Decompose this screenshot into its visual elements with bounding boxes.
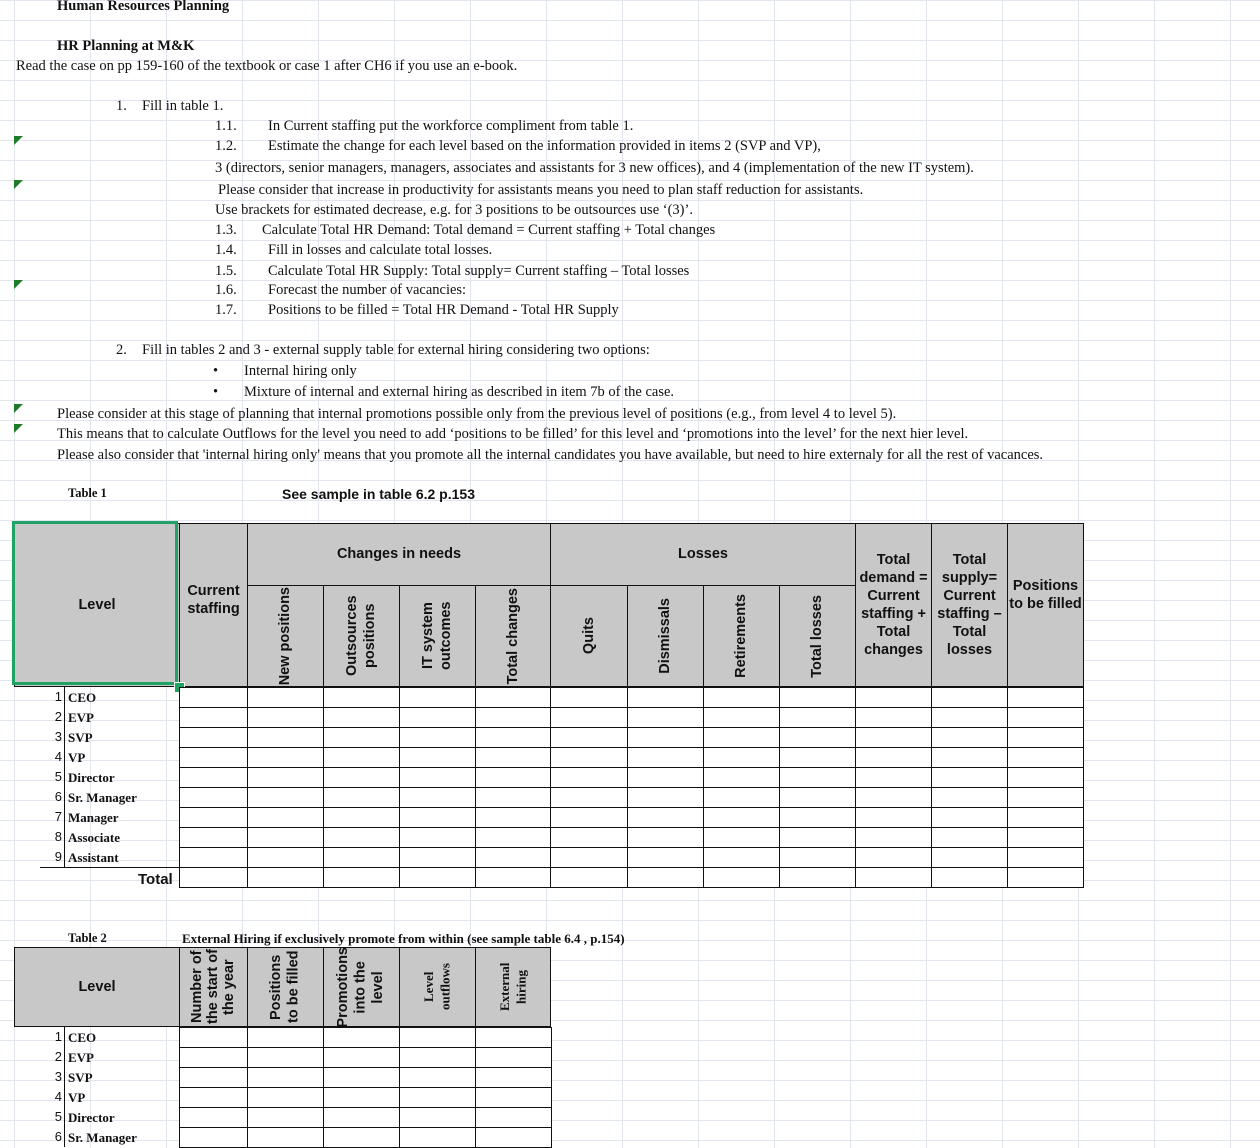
table1-data-cell[interactable] <box>627 747 704 768</box>
table1-data-cell[interactable] <box>703 747 780 768</box>
table1-data-cell[interactable] <box>399 827 476 848</box>
losses-group-header: Losses <box>550 523 856 586</box>
table1-data-cell[interactable] <box>179 847 248 868</box>
table1-data-cell[interactable] <box>855 787 932 808</box>
table1-total-cell[interactable] <box>247 867 324 888</box>
cell-border <box>64 827 65 847</box>
table1-data-cell[interactable] <box>627 787 704 808</box>
table1-data-cell[interactable] <box>475 767 551 788</box>
table2-data-cell[interactable] <box>399 1067 476 1088</box>
table1-data-cell[interactable] <box>931 747 1008 768</box>
table1-data-cell[interactable] <box>399 727 476 748</box>
table2-data-cell[interactable] <box>323 1127 400 1148</box>
table1-data-cell[interactable] <box>399 747 476 768</box>
table1-data-cell[interactable] <box>855 747 932 768</box>
row-number: 8 <box>54 829 62 844</box>
table1-label: Table 1 <box>68 486 107 500</box>
table1-data-cell[interactable] <box>247 787 324 808</box>
t2-promotions-header: Promotions into the level <box>323 947 400 1027</box>
table1-data-cell[interactable] <box>247 747 324 768</box>
table1-data-cell[interactable] <box>779 827 856 848</box>
table2-data-cell[interactable] <box>323 1087 400 1108</box>
table1-sample-note: See sample in table 6.2 p.153 <box>282 486 475 502</box>
cell-border <box>64 1027 65 1047</box>
table1-data-cell[interactable] <box>779 847 856 868</box>
note-text: Please also consider that 'internal hiring only' means that you promote all the internal candidates you have available, but need to hire externaly for all the rest of vacances. <box>57 447 1044 463</box>
table1-data-cell[interactable] <box>1007 707 1084 728</box>
table1-data-cell[interactable] <box>779 787 856 808</box>
intro-text: Read the case on pp 159-160 of the textbook or case 1 after CH6 if you use an e-book. <box>16 58 518 74</box>
positions-filled-header: Positions to be filled <box>1007 523 1084 687</box>
bullet-icon: • <box>213 384 219 400</box>
table1-data-cell[interactable] <box>323 747 400 768</box>
table1-data-cell[interactable] <box>1007 787 1084 808</box>
sub-num: 1.6. <box>215 282 237 298</box>
table2-data-cell[interactable] <box>179 1087 248 1108</box>
total-demand-header: Total demand = Current staffing + Total changes <box>855 523 932 687</box>
table1-data-cell[interactable] <box>627 687 704 708</box>
table1-data-cell[interactable] <box>323 707 400 728</box>
row-level-label: Manager <box>68 810 119 825</box>
table1-data-cell[interactable] <box>247 687 324 708</box>
sub-num: 1.5. <box>215 263 237 279</box>
table1-data-cell[interactable] <box>703 807 780 828</box>
table1-data-cell[interactable] <box>779 807 856 828</box>
table2-data-cell[interactable] <box>399 1107 476 1128</box>
row-level-label: VP <box>68 1090 86 1105</box>
cell-border <box>64 687 65 707</box>
row-number: 6 <box>54 1129 62 1144</box>
bullet-icon: • <box>213 363 219 379</box>
table1-data-cell[interactable] <box>855 807 932 828</box>
table2-data-cell[interactable] <box>399 1027 476 1048</box>
table1-data-cell[interactable] <box>931 847 1008 868</box>
table1-total-cell[interactable] <box>855 867 932 888</box>
row-level-label: Assistant <box>68 850 119 865</box>
table2-data-cell[interactable] <box>399 1087 476 1108</box>
item2-text: Fill in tables 2 and 3 - external supply table for external hiring considering two options: <box>142 342 650 358</box>
total-changes-header: Total changes <box>475 585 551 687</box>
table1-data-cell[interactable] <box>550 747 628 768</box>
table1-data-cell[interactable] <box>323 727 400 748</box>
table1-data-cell[interactable] <box>550 767 628 788</box>
row-level-label: CEO <box>68 1030 97 1045</box>
table1-data-cell[interactable] <box>475 807 551 828</box>
table1-data-cell[interactable] <box>931 787 1008 808</box>
table1-data-cell[interactable] <box>855 847 932 868</box>
table1-data-cell[interactable] <box>703 847 780 868</box>
table1-data-cell[interactable] <box>247 827 324 848</box>
sub-num: 1.4. <box>215 242 237 258</box>
table1-data-cell[interactable] <box>779 707 856 728</box>
table2-data-cell[interactable] <box>475 1127 552 1148</box>
it-outcomes-header: IT system outcomes <box>399 585 476 687</box>
total-losses-header: Total losses <box>779 585 856 687</box>
comment-marker-icon[interactable] <box>14 136 23 145</box>
table1-data-cell[interactable] <box>323 847 400 868</box>
table1-data-cell[interactable] <box>247 847 324 868</box>
table2-data-cell[interactable] <box>475 1027 552 1048</box>
table1-data-cell[interactable] <box>703 827 780 848</box>
row-level-label: VP <box>68 750 86 765</box>
table1-data-cell[interactable] <box>627 847 704 868</box>
row-number: 4 <box>54 749 62 764</box>
table1-total-cell[interactable] <box>475 867 551 888</box>
table1-data-cell[interactable] <box>1007 767 1084 788</box>
table1-data-cell[interactable] <box>1007 807 1084 828</box>
bullet-text: Mixture of internal and external hiring as described in item 7b of the case. <box>244 384 675 400</box>
row-number: 2 <box>54 709 62 724</box>
table1-data-cell[interactable] <box>550 827 628 848</box>
table2-data-cell[interactable] <box>323 1067 400 1088</box>
item1-num: 1. <box>116 98 127 114</box>
table1-data-cell[interactable] <box>779 767 856 788</box>
retirements-header: Retirements <box>703 585 780 687</box>
cell-border <box>64 847 65 867</box>
table1-data-cell[interactable] <box>931 687 1008 708</box>
table1-data-cell[interactable] <box>703 707 780 728</box>
table1-data-cell[interactable] <box>399 807 476 828</box>
dismissals-header: Dismissals <box>627 585 704 687</box>
table1-data-cell[interactable] <box>323 687 400 708</box>
cell-border <box>64 1107 65 1127</box>
comment-marker-icon[interactable] <box>14 404 23 413</box>
cell-border <box>64 707 65 727</box>
row-level-label: Sr. Manager <box>68 790 137 805</box>
cell-border <box>64 807 65 827</box>
table1-total-cell[interactable] <box>323 867 400 888</box>
table1-data-cell[interactable] <box>475 707 551 728</box>
sub-num: 1.1. <box>215 118 237 134</box>
row-number: 5 <box>54 769 62 784</box>
item2-num: 2. <box>116 342 127 358</box>
table1-data-cell[interactable] <box>855 687 932 708</box>
table1-data-cell[interactable] <box>627 727 704 748</box>
table1-data-cell[interactable] <box>399 767 476 788</box>
table1-total-cell[interactable] <box>179 867 248 888</box>
table2-data-cell[interactable] <box>179 1027 248 1048</box>
table2-data-cell[interactable] <box>475 1107 552 1128</box>
table2-data-cell[interactable] <box>399 1047 476 1068</box>
sub-num: 1.3. <box>215 222 237 238</box>
table1-data-cell[interactable] <box>179 787 248 808</box>
table2-caption: External Hiring if exclusively promote from within (see sample table 6.4 , p.154) <box>182 931 625 946</box>
table1-data-cell[interactable] <box>1007 727 1084 748</box>
quits-header: Quits <box>550 585 628 687</box>
t2-level-header: Level <box>14 947 180 1027</box>
table1-data-cell[interactable] <box>550 807 628 828</box>
table1-data-cell[interactable] <box>323 827 400 848</box>
comment-marker-icon[interactable] <box>14 180 23 189</box>
sub-text: Calculate Total HR Demand: Total demand = Current staffing + Total changes <box>262 222 716 238</box>
continuation-text: Please consider that increase in productivity for assistants means you need to plan staff reduction for assistants. <box>218 182 864 198</box>
row-level-label: Director <box>68 1110 115 1125</box>
table1-data-cell[interactable] <box>179 807 248 828</box>
table1-data-cell[interactable] <box>627 767 704 788</box>
comment-marker-icon[interactable] <box>14 280 23 289</box>
table1-data-cell[interactable] <box>855 827 932 848</box>
continuation-text: Use brackets for estimated decrease, e.g. for 3 positions to be outsources use ‘(3)’. <box>215 202 693 218</box>
cell-border <box>40 867 180 868</box>
table1-data-cell[interactable] <box>399 787 476 808</box>
continuation-text: 3 (directors, senior managers, managers, associates and assistants for 3 new offices), and 4 (implementation of the new IT system). <box>215 160 974 176</box>
sub-text: Calculate Total HR Supply: Total supply= Current staffing – Total losses <box>268 263 690 279</box>
table2-data-cell[interactable] <box>247 1067 324 1088</box>
table2-label: Table 2 <box>68 931 107 945</box>
table1-total-cell[interactable] <box>627 867 704 888</box>
table2-data-cell[interactable] <box>247 1027 324 1048</box>
table1-data-cell[interactable] <box>247 767 324 788</box>
table1-data-cell[interactable] <box>323 807 400 828</box>
sub-text: In Current staffing put the workforce compliment from table 1. <box>268 118 634 134</box>
table1-data-cell[interactable] <box>931 827 1008 848</box>
table1-data-cell[interactable] <box>179 747 248 768</box>
new-positions-header: New positions <box>247 585 324 687</box>
table1-total-cell[interactable] <box>550 867 628 888</box>
table1-data-cell[interactable] <box>703 787 780 808</box>
table1-data-cell[interactable] <box>703 687 780 708</box>
table1-data-cell[interactable] <box>855 707 932 728</box>
row-number: 3 <box>54 729 62 744</box>
table1-data-cell[interactable] <box>627 807 704 828</box>
row-number: 6 <box>54 789 62 804</box>
cell-border <box>64 787 65 807</box>
table1-data-cell[interactable] <box>399 847 476 868</box>
table2-data-cell[interactable] <box>247 1047 324 1068</box>
table1-data-cell[interactable] <box>627 827 704 848</box>
cell-border <box>64 1087 65 1107</box>
table2-data-cell[interactable] <box>247 1087 324 1108</box>
table1-data-cell[interactable] <box>1007 747 1084 768</box>
sub-text: Fill in losses and calculate total losses. <box>268 242 493 258</box>
note-text: This means that to calculate Outflows for the level you need to add ‘positions to be filled’ for this level and ‘promotions into the level’ for the next hier level. <box>57 426 969 442</box>
table1-data-cell[interactable] <box>855 767 932 788</box>
sub-num: 1.2. <box>215 138 237 154</box>
table1-total-label: Total <box>138 871 173 888</box>
table1-data-cell[interactable] <box>627 707 704 728</box>
table1-data-cell[interactable] <box>779 747 856 768</box>
cell-border <box>64 1047 65 1067</box>
table1-data-cell[interactable] <box>475 727 551 748</box>
table1-data-cell[interactable] <box>931 707 1008 728</box>
table1-data-cell[interactable] <box>1007 687 1084 708</box>
page-title: Human Resources Planning <box>57 0 230 14</box>
t2-positions-filled-header: Positions to be filled <box>247 947 324 1027</box>
total-supply-header: Total supply= Current staffing – Total losses <box>931 523 1008 687</box>
item1-text: Fill in table 1. <box>142 98 224 114</box>
table2-data-cell[interactable] <box>179 1107 248 1128</box>
table1-data-cell[interactable] <box>475 847 551 868</box>
table1-data-cell[interactable] <box>475 787 551 808</box>
table2-data-cell[interactable] <box>179 1067 248 1088</box>
table1-data-cell[interactable] <box>179 827 248 848</box>
table1-total-cell[interactable] <box>703 867 780 888</box>
row-level-label: Sr. Manager <box>68 1130 137 1145</box>
table2-data-cell[interactable] <box>179 1127 248 1148</box>
table1-data-cell[interactable] <box>703 727 780 748</box>
row-number: 2 <box>54 1049 62 1064</box>
sub-text: Positions to be filled = Total HR Demand - Total HR Supply <box>268 302 619 318</box>
table1-data-cell[interactable] <box>550 707 628 728</box>
table1-data-cell[interactable] <box>550 847 628 868</box>
cell-border <box>64 767 65 787</box>
outsources-positions-header: Outsources positions <box>323 585 400 687</box>
table2-data-cell[interactable] <box>475 1087 552 1108</box>
t2-external-hiring-header: External hiring <box>475 947 551 1027</box>
table1-data-cell[interactable] <box>247 807 324 828</box>
table1-data-cell[interactable] <box>475 747 551 768</box>
table1-total-cell[interactable] <box>779 867 856 888</box>
changes-group-header: Changes in needs <box>247 523 551 586</box>
table2-data-cell[interactable] <box>247 1127 324 1148</box>
table1-data-cell[interactable] <box>475 827 551 848</box>
table2-data-cell[interactable] <box>247 1107 324 1128</box>
table2-data-cell[interactable] <box>475 1067 552 1088</box>
table1-data-cell[interactable] <box>399 707 476 728</box>
table1-data-cell[interactable] <box>779 687 856 708</box>
table1-data-cell[interactable] <box>1007 847 1084 868</box>
row-number: 1 <box>54 689 62 704</box>
table1-data-cell[interactable] <box>779 727 856 748</box>
table1-data-cell[interactable] <box>247 727 324 748</box>
table1-total-cell[interactable] <box>931 867 1008 888</box>
table2-data-cell[interactable] <box>323 1047 400 1068</box>
cell-border <box>64 747 65 767</box>
table2-data-cell[interactable] <box>475 1047 552 1068</box>
table1-data-cell[interactable] <box>931 727 1008 748</box>
note-text: Please consider at this stage of planning that internal promotions possible only from the previous level of positions (e.g., from level 4 to level 5). <box>57 406 897 422</box>
table2-data-cell[interactable] <box>323 1107 400 1128</box>
table1-data-cell[interactable] <box>550 787 628 808</box>
row-level-label: EVP <box>68 1050 94 1065</box>
row-level-label: Associate <box>68 830 120 845</box>
cell-border <box>64 1067 65 1087</box>
table1-data-cell[interactable] <box>323 787 400 808</box>
page-subtitle: HR Planning at M&K <box>57 38 195 54</box>
table1-data-cell[interactable] <box>179 687 248 708</box>
table1-data-cell[interactable] <box>179 767 248 788</box>
table1-data-cell[interactable] <box>931 767 1008 788</box>
comment-marker-icon[interactable] <box>14 424 23 433</box>
row-number: 1 <box>54 1029 62 1044</box>
table1-data-cell[interactable] <box>247 707 324 728</box>
row-number: 3 <box>54 1069 62 1084</box>
cell-border <box>64 1127 65 1147</box>
table1-data-cell[interactable] <box>703 767 780 788</box>
table1-data-cell[interactable] <box>855 727 932 748</box>
table1-data-cell[interactable] <box>179 727 248 748</box>
table2-data-cell[interactable] <box>323 1027 400 1048</box>
sub-text: Estimate the change for each level based on the information provided in items 2 (SVP and VP), <box>268 138 821 154</box>
cell-selection[interactable] <box>12 521 178 685</box>
table1-data-cell[interactable] <box>550 687 628 708</box>
row-level-label: SVP <box>68 1070 93 1085</box>
table1-data-cell[interactable] <box>475 687 551 708</box>
sub-num: 1.7. <box>215 302 237 318</box>
row-number: 9 <box>54 849 62 864</box>
current-staffing-header: Current staffing <box>179 523 248 687</box>
cell-border <box>64 727 65 747</box>
sub-text: Forecast the number of vacancies: <box>268 282 467 298</box>
table1-data-cell[interactable] <box>931 807 1008 828</box>
row-level-label: Director <box>68 770 115 785</box>
row-number: 5 <box>54 1109 62 1124</box>
row-number: 7 <box>54 809 62 824</box>
table1-data-cell[interactable] <box>399 687 476 708</box>
table2-data-cell[interactable] <box>179 1047 248 1068</box>
bullet-text: Internal hiring only <box>244 363 357 379</box>
table1-total-cell[interactable] <box>399 867 476 888</box>
level-header: Level <box>14 523 180 687</box>
t2-number-start-header: Number of the start of the year <box>179 947 248 1027</box>
table1-data-cell[interactable] <box>323 767 400 788</box>
row-number: 4 <box>54 1089 62 1104</box>
t2-level-outflows-header: Level outflows <box>399 947 476 1027</box>
row-level-label: SVP <box>68 730 93 745</box>
table1-total-cell[interactable] <box>1007 867 1084 888</box>
row-level-label: EVP <box>68 710 94 725</box>
table1-data-cell[interactable] <box>1007 827 1084 848</box>
table1-data-cell[interactable] <box>550 727 628 748</box>
table1-data-cell[interactable] <box>179 707 248 728</box>
row-level-label: CEO <box>68 690 97 705</box>
table2-data-cell[interactable] <box>399 1127 476 1148</box>
